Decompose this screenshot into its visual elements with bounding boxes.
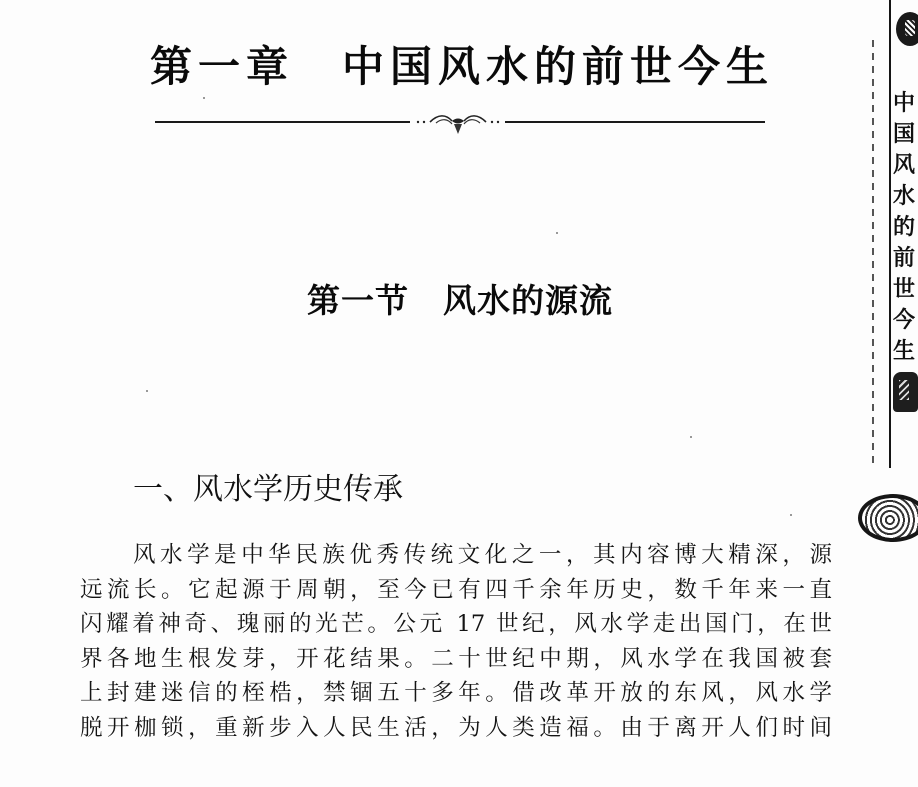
side-tab-char: 前 xyxy=(893,245,916,271)
tab-top-emblem-icon xyxy=(896,12,918,46)
body-line: 远流长。它起源于周朝，至今已有四千余年历史，数千年来一直 xyxy=(80,576,832,603)
side-tab-char: 中 xyxy=(893,90,916,116)
side-tab-char: 生 xyxy=(893,338,916,364)
figure-icon xyxy=(893,372,918,412)
scan-speck xyxy=(690,436,692,438)
section-title: 第一节 风水的源流 xyxy=(307,281,613,320)
scan-speck xyxy=(790,514,792,516)
title-rule-right xyxy=(505,121,765,123)
scan-speck xyxy=(146,390,148,392)
side-tab-char: 水 xyxy=(893,183,916,209)
scan-speck xyxy=(556,232,558,234)
side-tab-char: 的 xyxy=(893,214,916,240)
round-emblem-icon xyxy=(858,494,918,542)
title-rule-left xyxy=(155,121,410,123)
body-line: 上封建迷信的桎梏，禁锢五十多年。借改革开放的东风，风水学 xyxy=(80,680,832,706)
scroll-ornament-icon xyxy=(412,110,504,136)
side-chapter-tab xyxy=(893,88,918,367)
margin-solid-line xyxy=(889,0,891,468)
side-tab-char: 世 xyxy=(893,276,916,302)
side-tab-char: 今 xyxy=(893,307,916,333)
body-line: 风水学是中华民族优秀传统文化之一，其内容博大精深，源 xyxy=(133,542,832,568)
subsection-heading: 一、风水学历史传承 xyxy=(133,472,403,507)
body-paragraph xyxy=(80,538,832,745)
chapter-title: 第一章 中国风水的前世今生 xyxy=(150,42,775,91)
body-line: 脱开枷锁，重新步入人民生活，为人类造福。由于离开人们时间 xyxy=(80,714,832,741)
scan-speck xyxy=(203,97,205,99)
body-line: 界各地生根发芽，开花结果。二十世纪中期，风水学在我国被套 xyxy=(80,645,832,672)
body-line: 闪耀着神奇、瑰丽的光芒。公元 17 世纪，风水学走出国门，在世 xyxy=(80,611,832,637)
margin-dashed-line xyxy=(872,40,874,468)
side-tab-char: 国 xyxy=(893,121,916,147)
side-tab-char: 风 xyxy=(893,152,916,178)
